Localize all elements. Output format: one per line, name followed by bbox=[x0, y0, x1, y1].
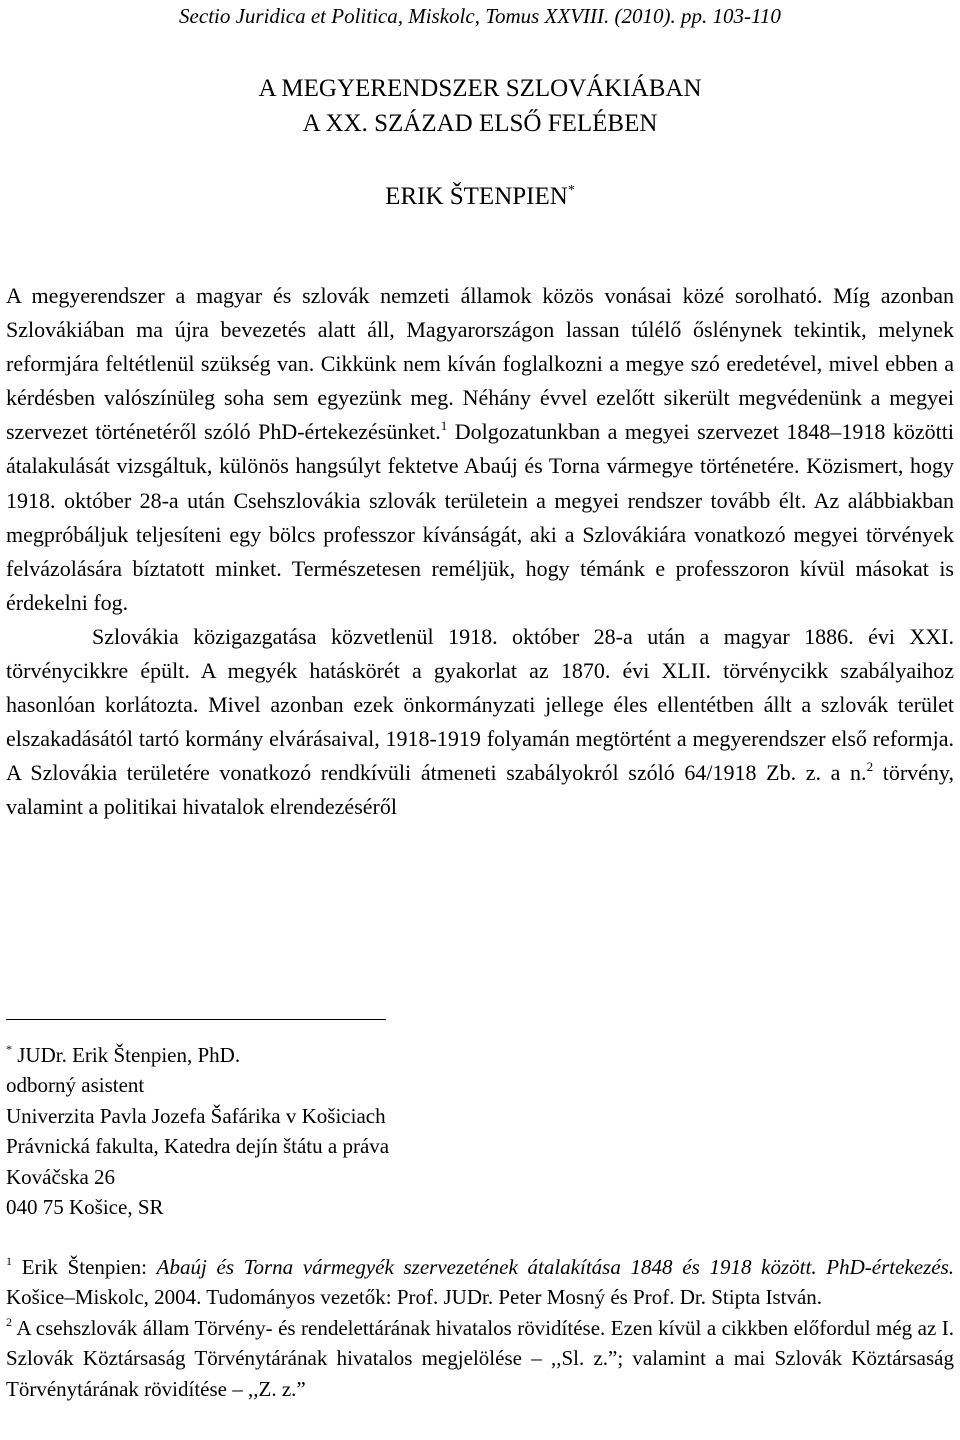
paragraph-2 bbox=[6, 620, 954, 825]
paragraph-1-part-b: Dolgozatunkban a megyei szervezet 1848–1918 közötti átalakulását vizsgáltuk, különös hangsúlyt fektetve Abaúj és Torna vármegye történetére. Közismert, hogy 1918. október 28-a után Csehszlovákia szlovák területein a megyei rendszer tovább élt. Az alábbiakban megpróbáljuk teljesíteni egy bölcs professzor kívánságát, aki a Szlovákiára vonatkozó megyei törvények felvázolására bíztatott minket. Természetesen reméljük, hogy témánk e professzoron kívül másokat is érdekelni fog. bbox=[6, 419, 954, 615]
paragraph-1 bbox=[6, 279, 954, 620]
affiliation-name-line bbox=[6, 1040, 954, 1070]
affiliation-university: Univerzita Pavla Jozefa Šafárika v Košiciach bbox=[6, 1103, 386, 1128]
paragraph-2-part-b: törvény, valamint a politikai hivatalok elrendezéséről bbox=[6, 760, 954, 820]
footnote-ref-1: 1 bbox=[440, 418, 448, 434]
affiliation-position: odborný asistent bbox=[6, 1073, 145, 1098]
affiliation-street: Kováčska 26 bbox=[6, 1164, 116, 1189]
footnote-separator bbox=[6, 1019, 386, 1020]
author-affiliation bbox=[6, 1040, 954, 1222]
footnote-2 bbox=[6, 1313, 954, 1404]
footnote-1 bbox=[6, 1252, 954, 1313]
title-line-1: A MEGYERENDSZER SZLOVÁKIÁBAN bbox=[258, 75, 702, 102]
footnote-2-text: A csehszlovák állam Törvény- és rendelettárának hivatalos rövidítése. Ezen kívül a cikkben előfordul még az I. Szlovák Köztársaság Törvénytárának hivatalos megjelölése – ,,Sl. z.”; valamint a mai Szlovák Köztársaság Törvénytárának rövidítése – ,,Z. z.” bbox=[6, 1315, 954, 1401]
author-footnote-mark: * bbox=[567, 183, 575, 198]
journal-header: Sectio Juridica et Politica, Miskolc, Tomus XXVIII. (2010). pp. 103-110 bbox=[179, 4, 781, 28]
footnotes bbox=[6, 1252, 954, 1404]
affiliation-mark: * bbox=[6, 1042, 12, 1056]
footnote-2-number: 2 bbox=[6, 1314, 12, 1329]
footnote-1-text-a: Erik Štenpien: bbox=[12, 1255, 157, 1279]
affiliation-name: JUDr. Erik Štenpien, PhD. bbox=[12, 1043, 241, 1067]
affiliation-faculty: Právnická fakulta, Katedra dejín štátu a práva bbox=[6, 1134, 390, 1159]
paragraph-2-part-a: Szlovákia közigazgatása közvetlenül 1918. október 28-a után a magyar 1886. évi XXI. törvénycikkre épült. A megyék hatáskörét a gyakorlat az 1870. évi XLII. törvénycikk szabályaihoz hasonlóan korlátozta. Mivel azonban ezek önkormányzati jellege éles ellentétben állt a szlovák terület elszakadásától tartó kormány elvárásaival, 1918-1919 folyamán megtörtént a megyerendszer első reformja. A Szlovákia területére vonatkozó rendkívüli átmeneti szabályokról szóló 64/1918 Zb. z. a n. bbox=[6, 623, 954, 786]
affiliation-city: 040 75 Košice, SR bbox=[6, 1195, 164, 1220]
footnote-1-title: Abaúj és Torna vármegyék szervezetének átalakítása 1848 és 1918 között. PhD-értekezés. bbox=[156, 1255, 954, 1279]
paragraph-1-part-a: A megyerendszer a magyar és szlovák nemzeti államok közös vonásai közé sorolható. Míg azonban Szlovákiában ma újra bevezetés alatt áll, Magyarországon lassan túlélő őslénynek tekintik, melynek reformjára feltétlenül szükség van. Cikkünk nem kíván foglalkozni a megye szó eredetével, mivel ebben a kérdésben valószínüleg soha sem egyezünk meg. Néhány évvel ezelőtt sikerült megvédenünk a megyei szervezet történetéről szóló PhD-értekezésünket. bbox=[6, 283, 954, 445]
article-title bbox=[6, 71, 954, 141]
author-line bbox=[6, 175, 954, 213]
footnote-1-number: 1 bbox=[6, 1254, 12, 1268]
title-line-2: A XX. SZÁZAD ELSŐ FELÉBEN bbox=[302, 110, 658, 137]
footnote-1-text-b: Košice–Miskolc, 2004. Tudományos vezetők: Prof. JUDr. Peter Mosný és Prof. Dr. Stipta István. bbox=[6, 1285, 823, 1310]
author-name: ERIK ŠTENPIEN bbox=[385, 183, 568, 210]
body-text bbox=[6, 279, 954, 825]
footnote-ref-2: 2 bbox=[866, 759, 874, 775]
